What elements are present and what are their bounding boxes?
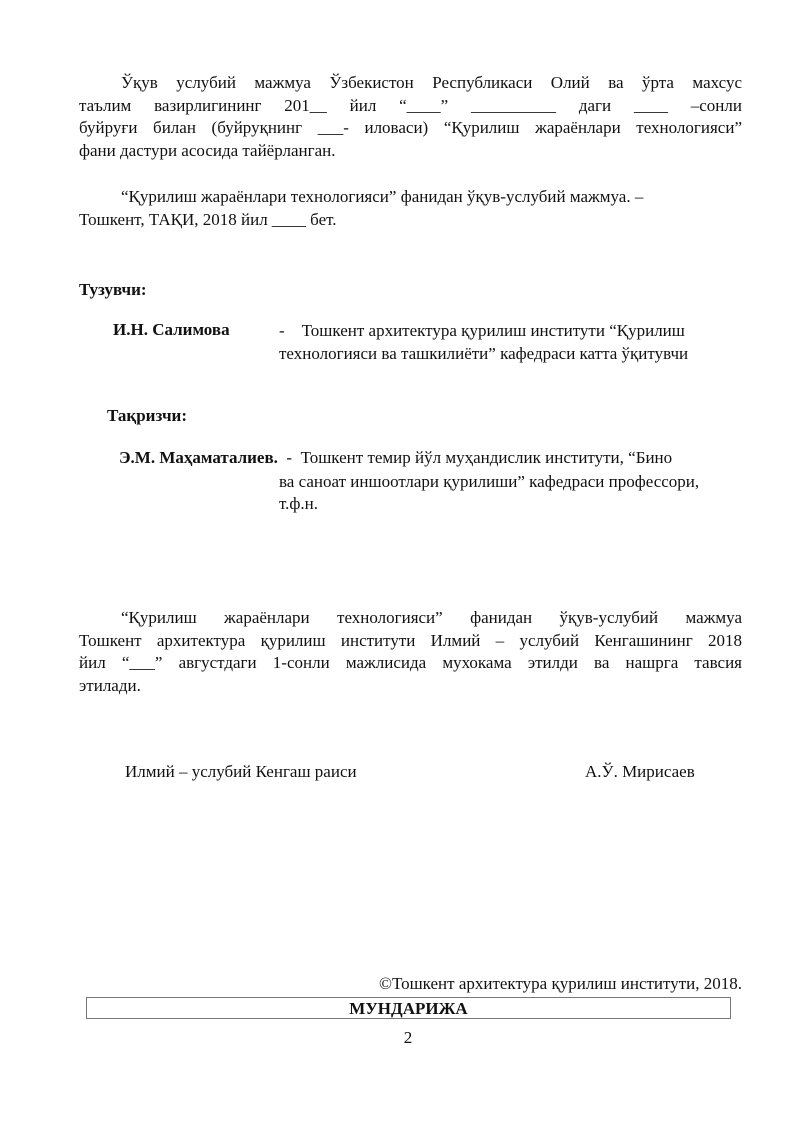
- intro-line: фани дастури асосида тайёрланган.: [79, 140, 336, 160]
- toc-heading: МУНДАРИЖА: [86, 997, 731, 1019]
- citation-line: Тошкент, ТАҚИ, 2018 йил ____ бет.: [79, 209, 337, 229]
- approval-line: этилади.: [79, 675, 141, 695]
- compiler-description: [279, 320, 742, 365]
- approval-line: “Қурилиш жараёнлари технологияси” фанидан ўқув-услубий мажмуа: [121, 608, 742, 627]
- reviewer-desc-line: ва саноат иншоотлари қурилиши” кафедраси профессори,: [279, 471, 700, 491]
- signature-label: Илмий – услубий Кенгаш раиси: [125, 762, 357, 781]
- copyright-line: ©Тошкент архитектура қурилиш институти, 2018.: [379, 974, 742, 993]
- compiler-desc-line: Тошкент архитектура қурилиш институти “Қурилиш: [301, 321, 685, 340]
- compiler-name: И.Н. Салимова: [113, 320, 230, 339]
- compiler-desc-line: технологияси ва ташкилиёти” кафедраси катта ўқитувчи: [279, 343, 689, 363]
- page-number: 2: [403, 1028, 413, 1047]
- compiler-heading: Тузувчи:: [79, 280, 147, 299]
- reviewer-heading: Тақризчи:: [107, 406, 187, 425]
- citation-paragraph: [79, 186, 742, 231]
- citation-line: “Қурилиш жараёнлари технологияси” фанидан ўқув-услубий мажмуа. –: [121, 187, 644, 206]
- reviewer-desc-line: Тошкент темир йўл муҳандислик институти, “Бино: [300, 448, 673, 467]
- reviewer-dash: -: [286, 448, 293, 467]
- intro-line: буйруғи билан (буйруқнинг ___- иловаси) “Қурилиш жараёнлари технологияси”: [79, 118, 742, 137]
- reviewer-description: [279, 448, 742, 516]
- reviewer-desc-line: т.ф.н.: [279, 494, 319, 513]
- intro-line: Ўқув услубий мажмуа Ўзбекистон Республикаси Олий ва ўрта махсус: [121, 73, 742, 92]
- intro-line: таълим вазирлигининг 201__ йил “____” __________ даги ____ –сонли: [79, 95, 742, 115]
- approval-line: Тошкент архитектура қурилиш институти Илмий – услубий Кенгашининг 2018: [79, 630, 742, 650]
- approval-line: йил “___” августдаги 1-сонли мажлисида мухокама этилди ва нашрга тавсия: [79, 653, 742, 672]
- reviewer-name: Э.М. Маҳаматалиев.: [119, 448, 278, 467]
- approval-paragraph: [79, 607, 742, 697]
- signature-name: А.Ў. Мирисаев: [585, 762, 695, 781]
- compiler-dash: -: [279, 321, 285, 340]
- intro-paragraph: [79, 72, 742, 162]
